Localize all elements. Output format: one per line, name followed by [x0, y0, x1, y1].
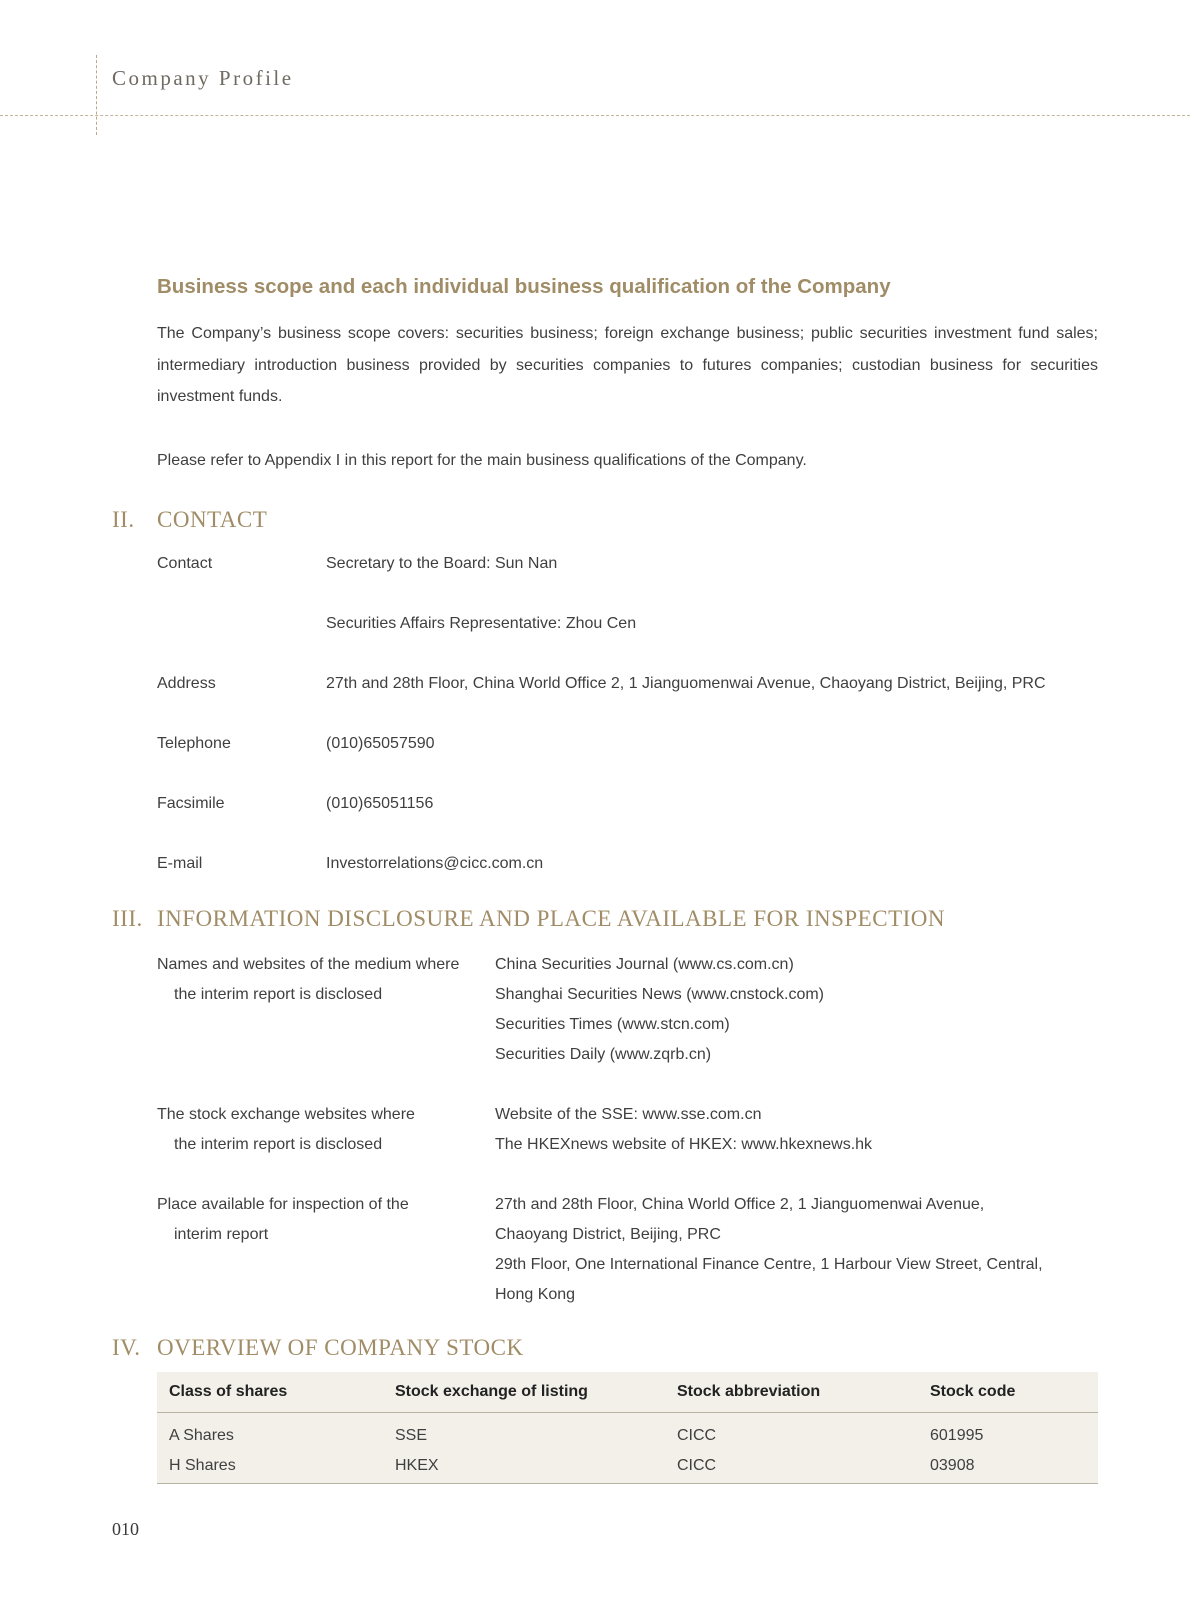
email-label: E-mail — [157, 855, 203, 872]
table-cell: A Shares — [157, 1413, 383, 1452]
column-header-abbreviation: Stock abbreviation — [665, 1372, 918, 1413]
column-header-class: Class of shares — [157, 1372, 383, 1413]
business-scope-paragraph: The Company’s business scope covers: securities business; foreign exchange business; public securities investment fund sales; intermediary introduction business provided by securities companies to futures companies; custodian business for securities investment funds. — [157, 325, 1098, 405]
disclosure-section-number: III. — [112, 906, 143, 931]
inspection-place-line: Chaoyang District, Beijing, PRC — [495, 1226, 721, 1243]
business-scope-heading: Business scope and each individual business qualification of the Company — [157, 275, 891, 298]
table-cell: HKEX — [383, 1451, 665, 1484]
exchange-label — [157, 1100, 415, 1160]
table-cell: SSE — [383, 1413, 665, 1452]
media-item: Securities Times (www.stcn.com) — [495, 1016, 730, 1033]
exchange-label-line-1: The stock exchange websites where — [157, 1106, 415, 1123]
telephone-label: Telephone — [157, 735, 231, 752]
table-cell: CICC — [665, 1451, 918, 1484]
table-cell: CICC — [665, 1413, 918, 1452]
media-label — [157, 950, 459, 1010]
inspection-place-line: Hong Kong — [495, 1286, 576, 1303]
table-cell: 601995 — [918, 1413, 1098, 1452]
representative-value: Securities Affairs Representative: Zhou Cen — [326, 615, 637, 632]
exchange-item: Website of the SSE: www.sse.com.cn — [495, 1106, 762, 1123]
table-cell: 03908 — [918, 1451, 1098, 1484]
inspection-place-line: 27th and 28th Floor, China World Office 2, 1 Jianguomenwai Avenue, — [495, 1196, 985, 1213]
disclosure-section-title: INFORMATION DISCLOSURE AND PLACE AVAILABLE FOR INSPECTION — [157, 906, 946, 931]
column-header-code: Stock code — [918, 1372, 1098, 1413]
email-value: Investorrelations@cicc.com.cn — [326, 855, 544, 872]
stock-section-title: OVERVIEW OF COMPANY STOCK — [157, 1335, 524, 1360]
exchange-item: The HKEXnews website of HKEX: www.hkexnews.hk — [495, 1136, 873, 1153]
media-item: Shanghai Securities News (www.cnstock.com) — [495, 986, 825, 1003]
table-header-row — [157, 1372, 1098, 1413]
page-header-title: Company Profile — [112, 66, 294, 90]
table-row — [157, 1413, 1098, 1452]
telephone-value: (010)65057590 — [326, 735, 435, 752]
media-label-line-1: Names and websites of the medium where — [157, 956, 460, 973]
exchange-list — [495, 1100, 872, 1160]
media-item: Securities Daily (www.zqrb.cn) — [495, 1046, 712, 1063]
page-number: 010 — [112, 1519, 139, 1539]
contact-section-title: CONTACT — [157, 507, 268, 532]
inspection-place-label-line-1: Place available for inspection of the — [157, 1196, 409, 1213]
facsimile-value: (010)65051156 — [326, 795, 434, 812]
facsimile-label: Facsimile — [157, 795, 225, 812]
inspection-place-label — [157, 1190, 409, 1250]
appendix-reference-paragraph: Please refer to Appendix I in this report for the main business qualifications of the Company. — [157, 452, 807, 469]
media-label-line-2: the interim report is disclosed — [174, 986, 383, 1003]
address-label: Address — [157, 675, 216, 692]
contact-label: Contact — [157, 555, 213, 572]
inspection-place-label-line-2: interim report — [174, 1226, 269, 1243]
column-header-exchange: Stock exchange of listing — [383, 1372, 665, 1413]
header-vertical-rule — [96, 55, 97, 135]
stock-section-number: IV. — [112, 1335, 141, 1360]
table-row — [157, 1451, 1098, 1484]
media-list — [495, 950, 824, 1070]
media-item: China Securities Journal (www.cs.com.cn) — [495, 956, 794, 973]
inspection-place-list — [495, 1190, 1043, 1310]
table-cell: H Shares — [157, 1451, 383, 1484]
exchange-label-line-2: the interim report is disclosed — [174, 1136, 383, 1153]
contact-section-number: II. — [112, 507, 135, 532]
address-value: 27th and 28th Floor, China World Office 2, 1 Jianguomenwai Avenue, Chaoyang District, Beijing, PRC — [326, 675, 1046, 692]
secretary-value: Secretary to the Board: Sun Nan — [326, 555, 558, 572]
stock-overview-table — [157, 1372, 1098, 1484]
inspection-place-line: 29th Floor, One International Finance Centre, 1 Harbour View Street, Central, — [495, 1256, 1043, 1273]
header-horizontal-rule — [0, 115, 1190, 116]
